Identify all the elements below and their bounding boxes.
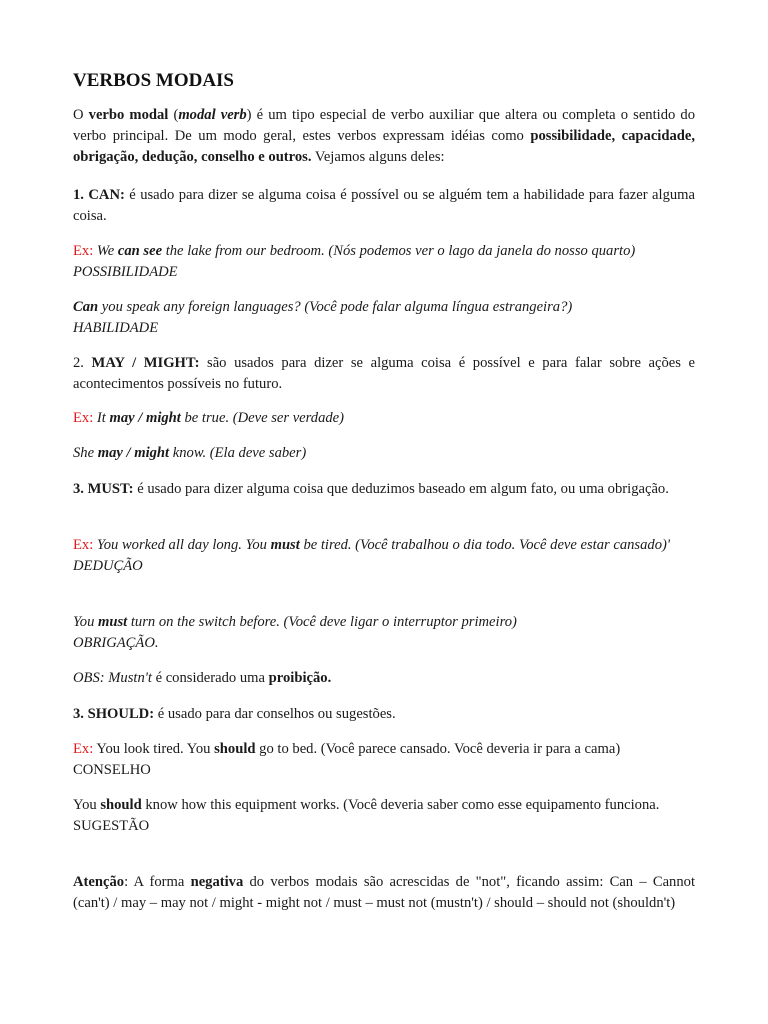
may-definition	[73, 353, 695, 395]
may-number: 2.	[73, 355, 92, 371]
can-text: é usado para dizer se alguma coisa é possível ou se alguém tem a habilidade para fazer alguma coisa.	[73, 187, 695, 224]
example-text: know how this equipment works. (Você deveria saber como esse equipamento funciona.	[141, 797, 660, 813]
example-text: be tired. (Você trabalhou o dia todo. Você deve estar cansado)'	[299, 537, 670, 553]
may-heading: MAY / MIGHT:	[91, 355, 200, 371]
page-title: VERBOS MODAIS	[73, 70, 234, 91]
obs-text: é considerado uma	[151, 670, 269, 686]
obs-highlight: proibição.	[268, 670, 332, 686]
must-heading: 3. MUST:	[73, 481, 134, 497]
intro-text: Vejamos alguns deles:	[311, 149, 445, 165]
negative-form-note	[73, 872, 695, 914]
obs-term: OBS: Mustn't	[73, 670, 152, 686]
note-highlight: negativa	[190, 874, 244, 890]
example-text: know. (Ela deve saber)	[169, 445, 307, 461]
may-example-1	[73, 408, 695, 429]
must-definition	[73, 479, 695, 500]
can-definition	[73, 185, 695, 227]
example-text: You look tired. You	[93, 741, 215, 757]
must-example-2	[73, 612, 695, 654]
example-modal: must	[98, 614, 128, 630]
example-category: HABILIDADE	[73, 320, 159, 336]
intro-paragraph	[73, 105, 695, 168]
intro-ideas: possibilidade, capacidade, obrigação, dedução, conselho e outros.	[73, 128, 696, 165]
can-example-2	[73, 297, 695, 339]
example-category: OBRIGAÇÃO.	[73, 635, 159, 651]
should-heading: 3. SHOULD:	[73, 706, 155, 722]
intro-term: verbo modal	[88, 107, 169, 123]
example-text: go to bed. (Você parece cansado. Você deveria ir para a cama)	[255, 741, 621, 757]
intro-text: O	[73, 107, 89, 123]
example-text: We	[93, 243, 118, 259]
example-modal: can see	[117, 243, 163, 259]
example-modal: should	[214, 741, 256, 757]
can-heading: 1. CAN:	[73, 187, 125, 203]
may-text: são usados para dizer se alguma coisa é possível e para falar sobre ações e acontecimentos possíveis no futuro.	[73, 355, 695, 392]
example-text: you speak any foreign languages? (Você pode falar alguma língua estrangeira?)	[98, 299, 573, 315]
example-text: It	[93, 410, 110, 426]
must-observation	[73, 668, 695, 689]
should-example-2	[73, 795, 695, 837]
example-modal: must	[270, 537, 300, 553]
example-category: DEDUÇÃO	[73, 558, 143, 574]
example-modal: should	[100, 797, 142, 813]
example-category: POSSIBILIDADE	[73, 264, 178, 280]
example-text: be true. (Deve ser verdade)	[180, 410, 345, 426]
must-text: é usado para dizer alguma coisa que deduzimos baseado em algum fato, ou uma obrigação.	[133, 481, 669, 497]
example-category: CONSELHO	[73, 762, 151, 778]
example-text: You worked all day long. You	[93, 537, 271, 553]
example-category: SUGESTÃO	[73, 818, 150, 834]
example-text: the lake from our bedroom. (Nós podemos ver o lago da janela do nosso quarto)	[162, 243, 636, 259]
example-text: You	[73, 797, 101, 813]
example-label: Ex:	[73, 243, 94, 259]
should-example-1	[73, 739, 695, 781]
intro-text: (	[168, 107, 179, 123]
note-text: do verbos modais são acrescidas de "not", ficando assim: Can – Cannot (can't) / may – may not / might - might not / must – must not (mustn't) / should – should not (shouldn't)	[73, 874, 695, 911]
example-text: turn on the switch before. (Você deve ligar o interruptor primeiro)	[127, 614, 517, 630]
example-modal: Can	[73, 299, 99, 315]
example-label: Ex:	[73, 537, 94, 553]
example-modal: may / might	[97, 445, 170, 461]
can-example-1	[73, 241, 695, 283]
may-example-2	[73, 443, 695, 464]
should-text: é usado para dar conselhos ou sugestões.	[154, 706, 396, 722]
example-label: Ex:	[73, 741, 94, 757]
note-text: : A forma	[124, 874, 191, 890]
note-label: Atenção	[73, 874, 125, 890]
example-label: Ex:	[73, 410, 94, 426]
example-text: You	[73, 614, 99, 630]
example-text: She	[73, 445, 98, 461]
intro-term-english: modal verb	[178, 107, 247, 123]
example-modal: may / might	[109, 410, 181, 426]
must-example-1	[73, 535, 695, 577]
intro-text: ) é um tipo especial de verbo auxiliar que altera ou completa o sentido do verbo principal. De um modo geral, estes verbos expressam idéias como	[73, 107, 695, 144]
should-definition	[73, 704, 695, 725]
